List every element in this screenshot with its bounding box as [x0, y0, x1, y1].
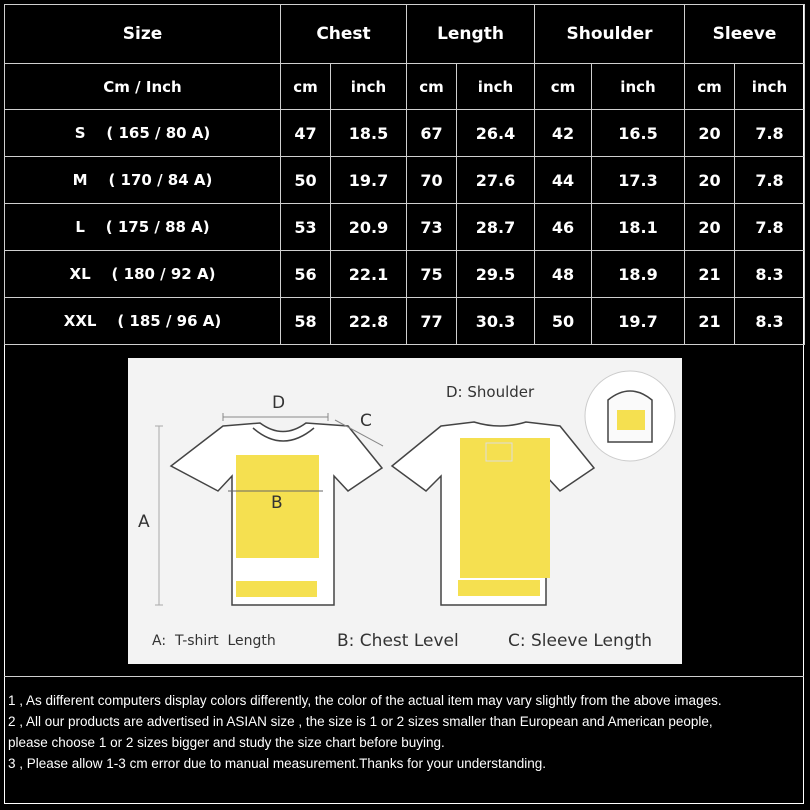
chest-inch: 18.5	[331, 110, 407, 157]
header-size: Size	[5, 5, 281, 64]
note-line: 3 , Please allow 1-3 cm error due to manual measurement.Thanks for your understanding.	[8, 756, 547, 771]
chest-inch: 20.9	[331, 204, 407, 251]
size-label: XXL ( 185 / 96 A)	[5, 298, 281, 345]
note-line: 2 , All our products are advertised in ASIAN size , the size is 1 or 2 sizes smaller than European and American people,	[8, 714, 713, 729]
shoulder-cm: 50	[535, 298, 592, 345]
header-row	[5, 5, 805, 64]
sleeve-inch: 8.3	[735, 298, 805, 345]
notes-divider	[4, 676, 804, 677]
shoulder-cm: 48	[535, 251, 592, 298]
sleeve-inch: 7.8	[735, 157, 805, 204]
unit-chest-inch: inch	[331, 64, 407, 110]
header-chest: Chest	[281, 5, 407, 64]
length-inch: 30.3	[457, 298, 535, 345]
back-hem-highlight	[458, 580, 540, 596]
shoulder-caption: D: Shoulder	[446, 383, 535, 401]
shoulder-inch: 16.5	[592, 110, 685, 157]
unit-sleeve-cm: cm	[685, 64, 735, 110]
unit-shoulder-inch: inch	[592, 64, 685, 110]
label-a: A	[138, 512, 150, 532]
note-line: 1 , As different computers display colors differently, the color of the actual item may vary slightly from the above images.	[8, 693, 722, 708]
length-inch: 26.4	[457, 110, 535, 157]
shoulder-inch: 17.3	[592, 157, 685, 204]
unit-length-inch: inch	[457, 64, 535, 110]
notes-section	[8, 690, 803, 774]
shoulder-cm: 44	[535, 157, 592, 204]
unit-chest-cm: cm	[281, 64, 331, 110]
unit-label: Cm / Inch	[5, 64, 281, 110]
length-inch: 29.5	[457, 251, 535, 298]
unit-sleeve-inch: inch	[735, 64, 805, 110]
shoulder-inch: 18.1	[592, 204, 685, 251]
chest-cm: 58	[281, 298, 331, 345]
table-row	[5, 298, 805, 345]
table-row	[5, 110, 805, 157]
sleeve-inch: 7.8	[735, 110, 805, 157]
unit-row	[5, 64, 805, 110]
note-line: please choose 1 or 2 sizes bigger and study the size chart before buying.	[8, 735, 445, 750]
chest-inch: 19.7	[331, 157, 407, 204]
unit-length-cm: cm	[407, 64, 457, 110]
legend-a: A: T-shirt Length	[152, 633, 276, 649]
legend-b: B: Chest Level	[337, 631, 459, 651]
length-cm: 75	[407, 251, 457, 298]
header-length: Length	[407, 5, 535, 64]
back-highlight	[460, 438, 550, 578]
length-cm: 77	[407, 298, 457, 345]
unit-shoulder-cm: cm	[535, 64, 592, 110]
chest-cm: 53	[281, 204, 331, 251]
shoulder-cm: 42	[535, 110, 592, 157]
legend-c: C: Sleeve Length	[508, 631, 652, 651]
chest-cm: 50	[281, 157, 331, 204]
size-label: S ( 165 / 80 A)	[5, 110, 281, 157]
label-c: C	[360, 411, 372, 431]
front-hem-highlight	[236, 581, 317, 597]
size-table	[4, 4, 805, 345]
sleeve-cm: 21	[685, 251, 735, 298]
size-label: XL ( 180 / 92 A)	[5, 251, 281, 298]
size-label: M ( 170 / 84 A)	[5, 157, 281, 204]
length-cm: 73	[407, 204, 457, 251]
length-cm: 70	[407, 157, 457, 204]
sleeve-cm: 20	[685, 204, 735, 251]
table-row	[5, 204, 805, 251]
sleeve-cm: 20	[685, 110, 735, 157]
header-shoulder: Shoulder	[535, 5, 685, 64]
sleeve-cm: 20	[685, 157, 735, 204]
tshirt-diagram-svg	[128, 358, 682, 664]
length-inch: 28.7	[457, 204, 535, 251]
size-label: L ( 175 / 88 A)	[5, 204, 281, 251]
label-d: D	[272, 393, 286, 413]
sleeve-inch: 7.8	[735, 204, 805, 251]
chest-inch: 22.1	[331, 251, 407, 298]
shoulder-cm: 46	[535, 204, 592, 251]
tshirt-measurement-diagram	[128, 358, 682, 664]
shoulder-inch: 18.9	[592, 251, 685, 298]
table-row	[5, 157, 805, 204]
inset-tag-highlight	[617, 410, 645, 430]
header-sleeve: Sleeve	[685, 5, 805, 64]
length-cm: 67	[407, 110, 457, 157]
table-row	[5, 251, 805, 298]
chest-cm: 56	[281, 251, 331, 298]
sleeve-cm: 21	[685, 298, 735, 345]
chest-cm: 47	[281, 110, 331, 157]
label-b: B	[271, 493, 283, 513]
sleeve-inch: 8.3	[735, 251, 805, 298]
shoulder-inch: 19.7	[592, 298, 685, 345]
chest-inch: 22.8	[331, 298, 407, 345]
length-inch: 27.6	[457, 157, 535, 204]
